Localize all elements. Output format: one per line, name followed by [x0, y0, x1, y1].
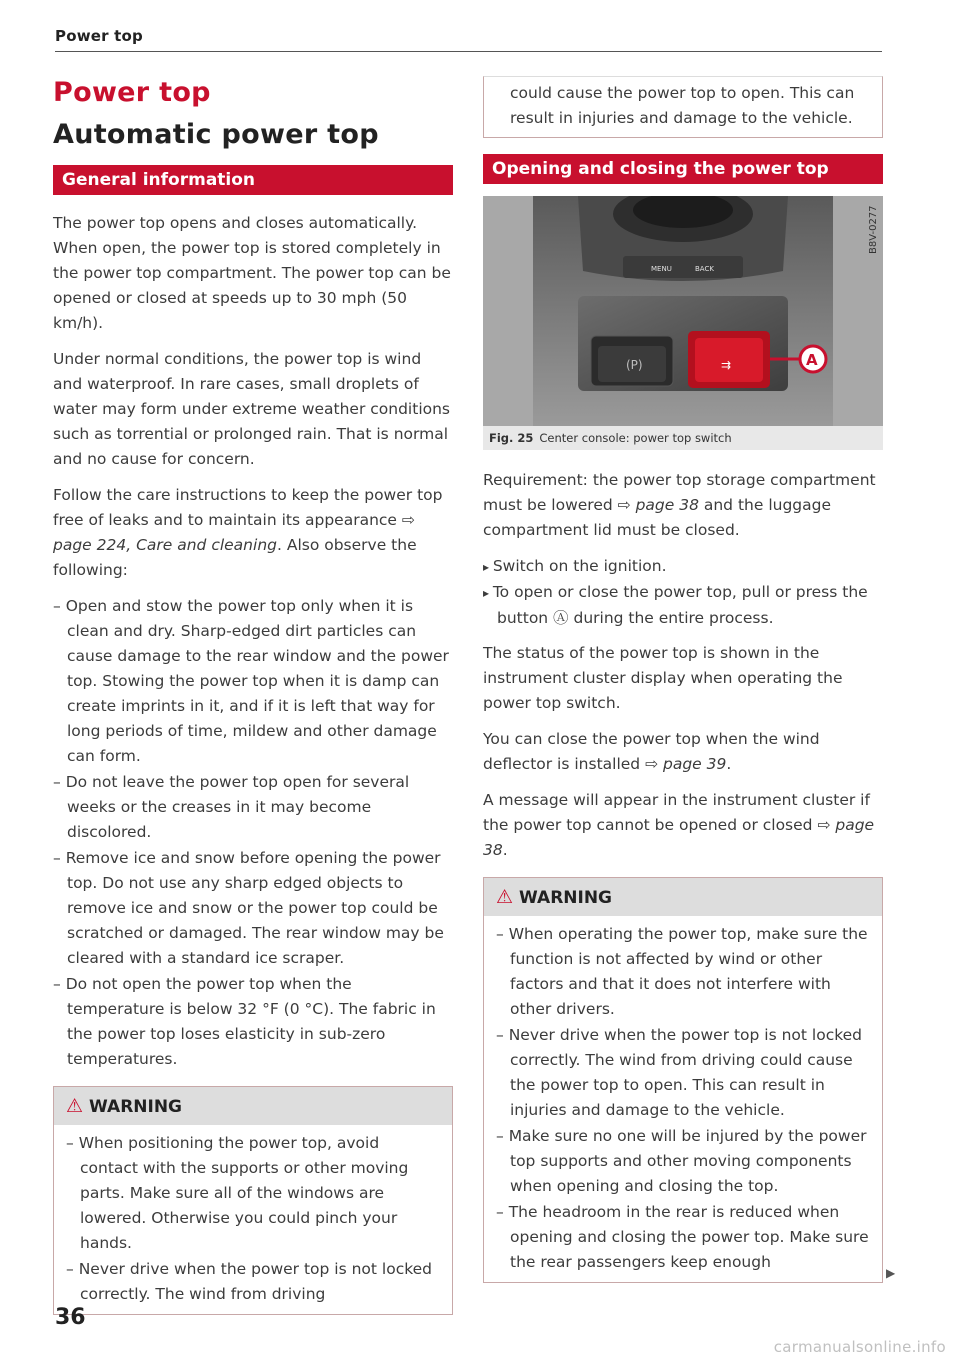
wind-text-b: . [726, 755, 732, 773]
page-number: 36 [55, 1305, 86, 1330]
care-text-b: . Also observe the following: [53, 536, 417, 579]
paragraph-care [53, 483, 453, 583]
warning-body [54, 1125, 452, 1314]
warning-body [484, 916, 882, 1282]
warning-continuation-text: could cause the power top to open. This can result in injuries and damage to the vehicle. [510, 84, 855, 127]
svg-text:⇉: ⇉ [721, 358, 732, 372]
header-section-title: Power top [55, 27, 143, 45]
warning-list [66, 1131, 442, 1307]
paragraph-intro: The power top opens and closes automatically. When open, the power top is stored completely in the power top compartment. The power top can be opened or closed at speeds up to 30 mph (50 km/h). [53, 214, 451, 332]
requirement-text-a: Requirement: the power top storage compartment must be lowered [483, 471, 876, 514]
section-bar-general-information: General information [53, 165, 453, 195]
warning-list [496, 922, 872, 1275]
section-bar-opening-closing: Opening and closing the power top [483, 154, 883, 184]
warning-header [54, 1087, 452, 1125]
caption-number: Fig. 25 [489, 431, 534, 445]
care-reference-link[interactable]: ⇨ page 224, Care and cleaning [53, 511, 415, 554]
list-item: ▸ Switch on the ignition. [483, 554, 883, 580]
requirement-text-b: and the luggage compartment lid must be closed. [483, 496, 831, 539]
warning-box-left [53, 1086, 453, 1315]
care-text-a: Follow the care instructions to keep the power top free of leaks and to maintain its appearance [53, 486, 443, 529]
watermark: carmanualsonline.info [773, 1338, 946, 1356]
care-bullet-list [53, 594, 453, 1072]
paragraph-wind-deflector [483, 727, 883, 777]
list-item: – Never drive when the power top is not locked correctly. The wind from driving [66, 1257, 442, 1307]
paragraph-waterproof: Under normal conditions, the power top is wind and waterproof. In rare cases, small droplets of water may form under extreme weather conditions such as torrential or prolonged rain. That is normal and no cause for concern. [53, 350, 451, 468]
warning-triangle-icon: ⚠ [496, 886, 514, 908]
message-text-b: . [502, 841, 508, 859]
caption-text: Center console: power top switch [539, 431, 732, 445]
paragraph-status: The status of the power top is shown in the instrument cluster display when operating the power top switch. [483, 644, 843, 712]
warning-continuation-box [483, 76, 883, 138]
warning-title: WARNING [519, 888, 613, 908]
center-console-illustration [483, 196, 883, 426]
message-text-a: A message will appear in the instrument cluster if the power top cannot be opened or closed [483, 791, 870, 834]
page-subtitle: Automatic power top [53, 119, 379, 150]
page-title: Power top [53, 77, 211, 108]
list-item: – When operating the power top, make sure the function is not affected by wind or other factors and that it does not interfere with other drivers. [496, 922, 872, 1022]
warning-box-right [483, 877, 883, 1283]
figure-label-back: BACK [695, 265, 714, 273]
list-item: – Do not leave the power top open for several weeks or the creases in it may become discolored. [53, 770, 453, 845]
warning-title: WARNING [89, 1097, 183, 1117]
list-item: – When positioning the power top, avoid contact with the supports or other moving parts. Make sure all of the windows are lowered. Otherwise you could pinch your hands. [66, 1131, 442, 1256]
list-item: – Do not open the power top when the temperature is below 32 °F (0 °C). The fabric in the power top loses elasticity in sub-zero temperatures. [53, 972, 453, 1072]
right-column [483, 76, 883, 1283]
list-item: – Make sure no one will be injured by the power top supports and other moving components when opening and closing the top. [496, 1124, 872, 1199]
list-item: – Remove ice and snow before opening the power top. Do not use any sharp edged objects to remove ice and snow or the power top could be scratched or damaged. The rear window may be cleared with a standard ice scraper. [53, 846, 453, 971]
list-item: – The headroom in the rear is reduced when opening and closing the power top. Make sure the rear passengers keep enough [496, 1200, 872, 1275]
figure-callout-a: A [806, 351, 818, 369]
paragraph-requirement [483, 468, 883, 543]
running-header [55, 26, 882, 52]
warning-triangle-icon: ⚠ [66, 1095, 84, 1117]
figure-caption [483, 426, 883, 450]
list-item: ▸ To open or close the power top, pull or press the button Ⓐ during the entire process. [483, 580, 883, 631]
wind-reference-link[interactable]: ⇨ page 39 [645, 755, 727, 773]
figure-label-menu: MENU [651, 265, 672, 273]
list-item: – Open and stow the power top only when it is clean and dry. Sharp-edged dirt particles can cause damage to the rear window and the power top. Stowing the power top when it is damp can create imprints in it, and if it is left that way for long periods of time, mildew and other damage can form. [53, 594, 453, 769]
figure-center-console [483, 196, 883, 426]
requirement-reference-link[interactable]: ⇨ page 38 [617, 496, 699, 514]
wind-text-a: You can close the power top when the wind deflector is installed [483, 730, 820, 773]
paragraph-message [483, 788, 883, 863]
figure-code: B8V-0277 [868, 205, 879, 254]
message-reference-link[interactable]: ⇨ page 38 [483, 816, 875, 859]
warning-header [484, 878, 882, 916]
steps-list [483, 554, 883, 631]
left-column [53, 76, 453, 1315]
list-item: – Never drive when the power top is not locked correctly. The wind from driving could cause the power top to open. This can result in injuries and damage to the vehicle. [496, 1023, 872, 1123]
continue-arrow-icon: ▶ [886, 1266, 896, 1280]
svg-text:(P): (P) [626, 358, 643, 372]
